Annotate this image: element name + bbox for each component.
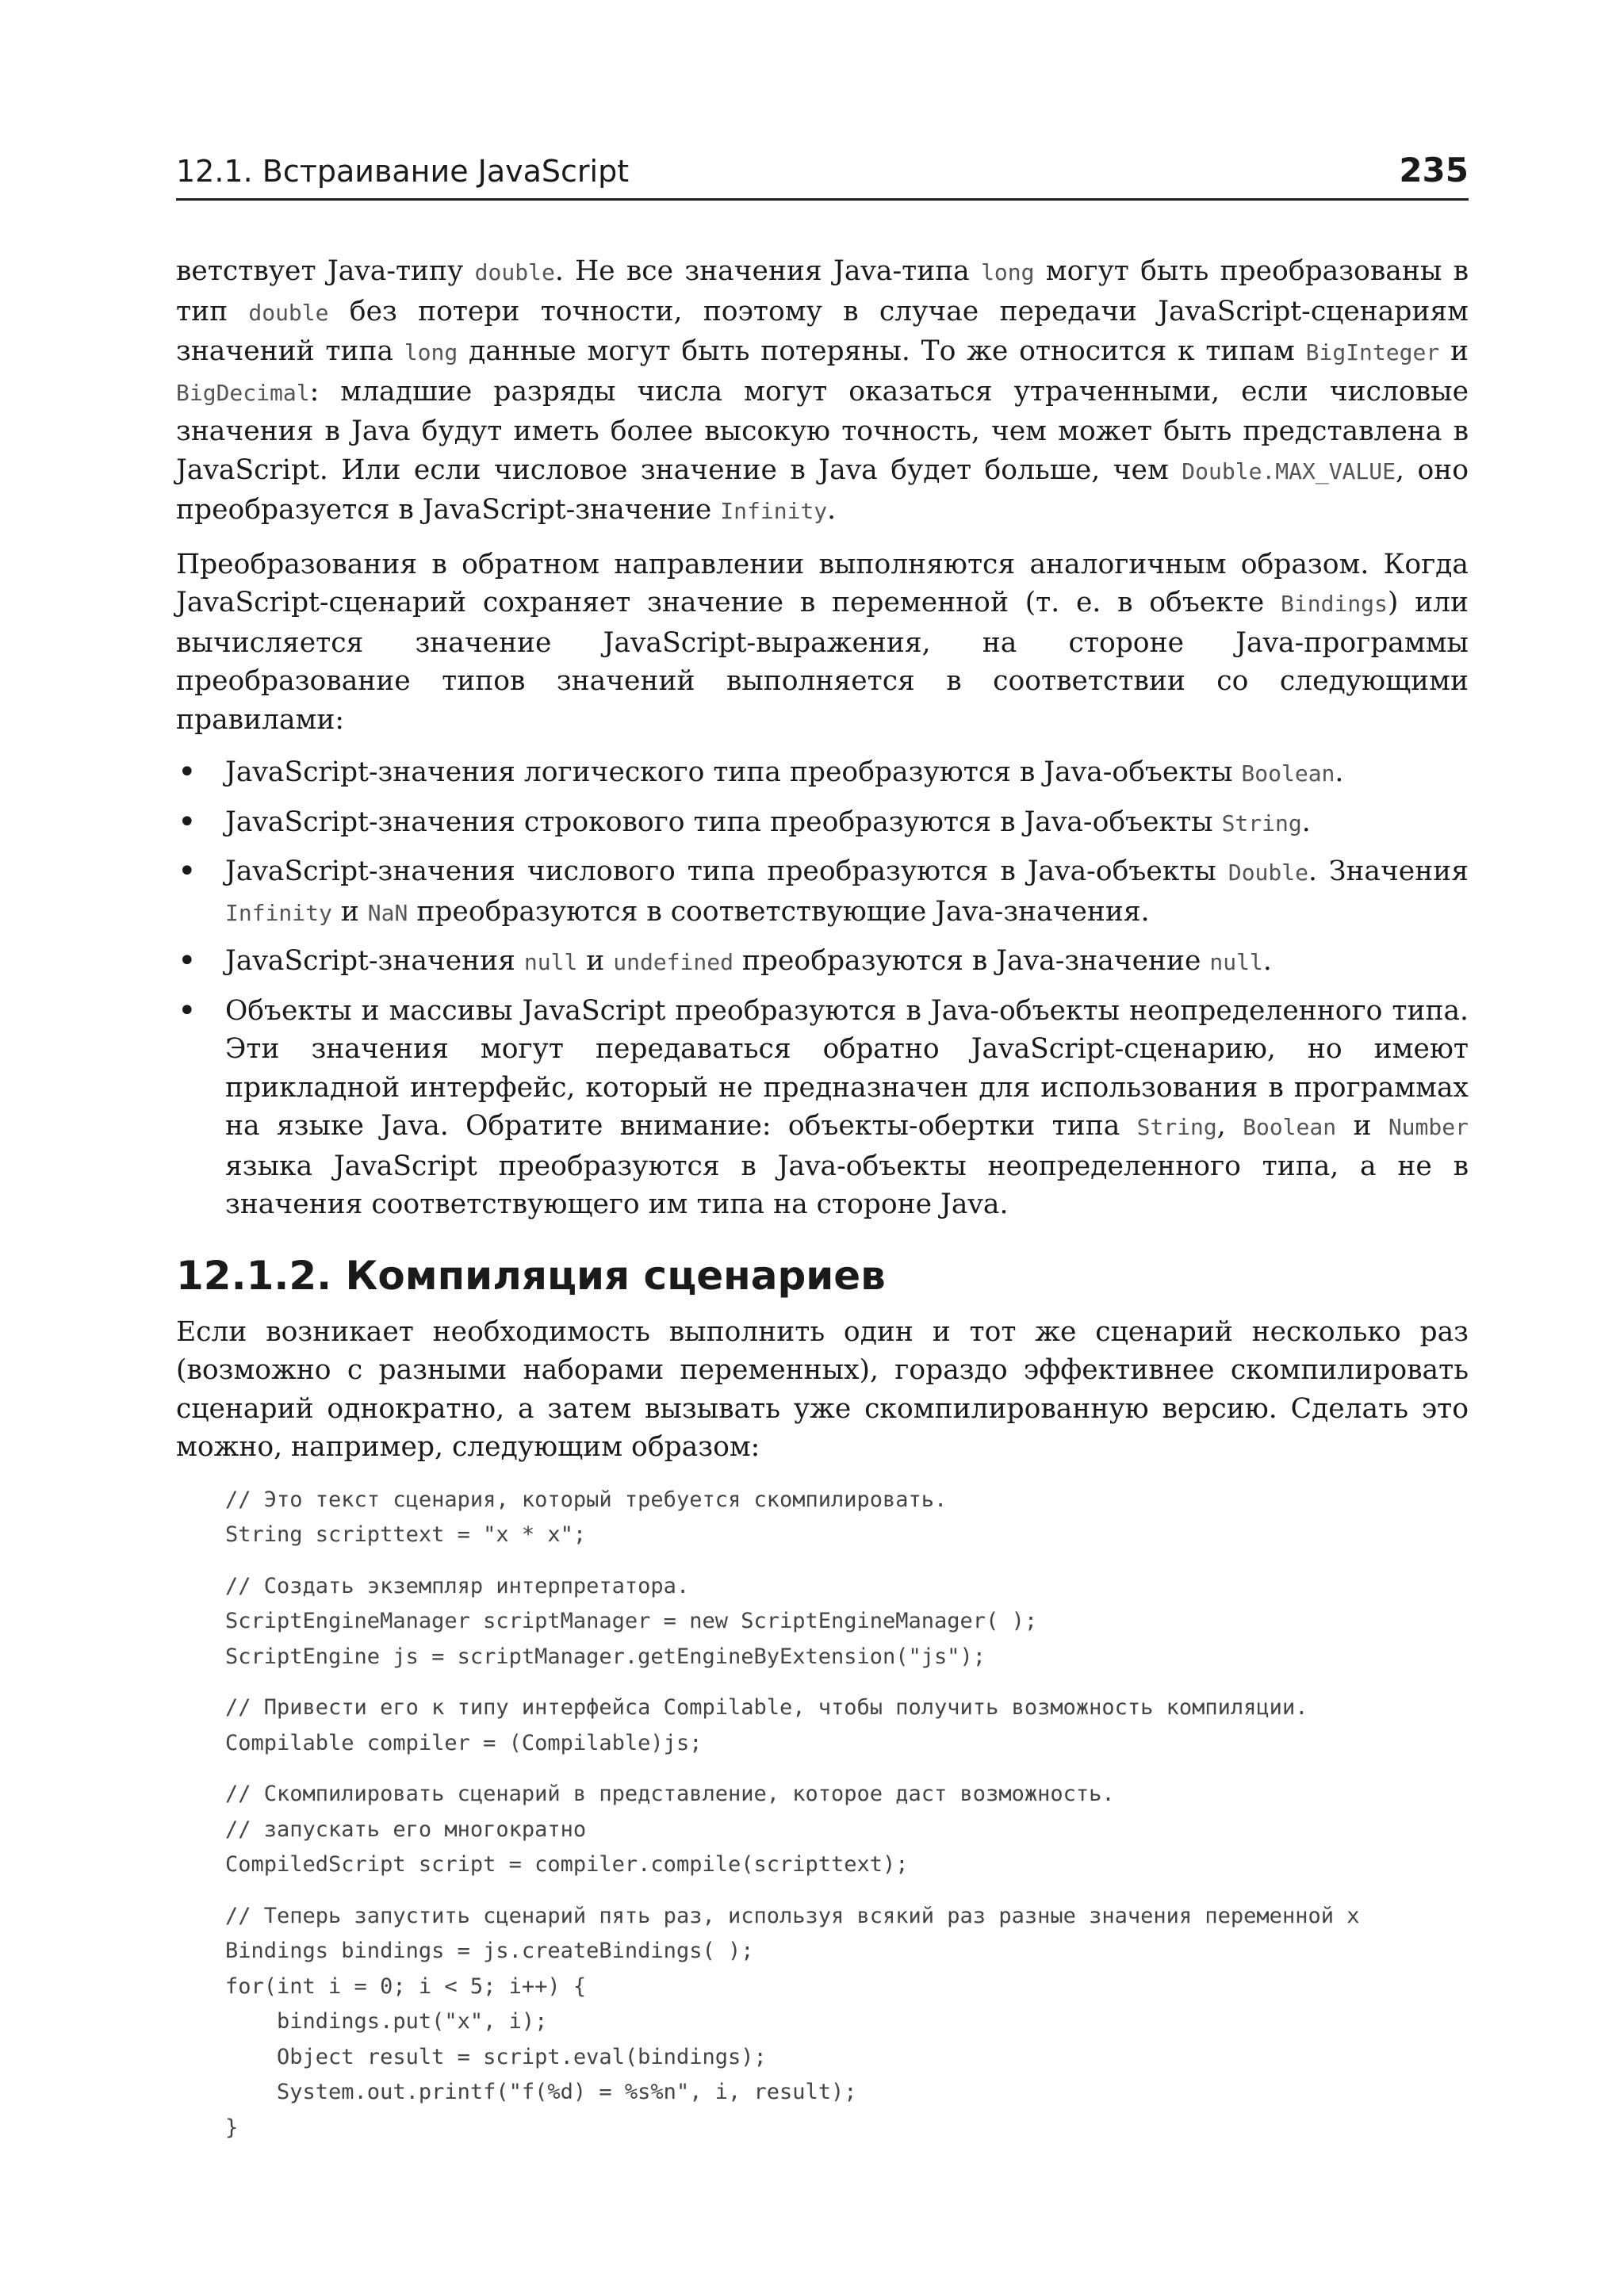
text-run: ветствует Java-типу	[176, 255, 475, 287]
code-term: Infinity	[720, 498, 828, 524]
code-term: String	[1136, 1114, 1217, 1140]
code-term: double	[248, 299, 329, 326]
text-run: и	[577, 945, 614, 977]
text-run: JavaScript-значения строкового типа преобразуются в Java-объекты	[225, 806, 1222, 838]
text-run: языка JavaScript преобразуются в Java-объекты неопределенного типа, а не в значения соответствующего им типа на стороне Java.	[225, 1150, 1469, 1220]
code-term: BigInteger	[1305, 339, 1440, 366]
list-item	[176, 753, 1469, 794]
code-term: Number	[1388, 1114, 1469, 1140]
paragraph-reverse-conversion	[176, 545, 1469, 740]
text-run: .	[1301, 806, 1311, 838]
code-term: Bindings	[1281, 591, 1388, 617]
conversion-rules-list	[176, 753, 1469, 1224]
code-term: null	[1209, 949, 1263, 975]
code-term: Infinity	[225, 899, 332, 926]
text-run: Преобразования в обратном направлении выполняются аналогичным образом. Когда JavaScript-сценарий сохраняет значение в переменной (т. е. в объекте	[176, 548, 1469, 618]
paragraph-compilation-intro: Если возникает необходимость выполнить один и тот же сценарий несколько раз (возможно с разными наборами переменных), гораздо эффективнее скомпилировать сценарий однократно, а затем вызывать уже скомпилированную версию. Сделать это можно, например, следующим образом:	[176, 1315, 1469, 1463]
text-run: .	[827, 494, 837, 526]
text-run: .	[1335, 756, 1344, 788]
page-number: 235	[1399, 151, 1469, 189]
code-block: // Привести его к типу интерфейса Compilable, чтобы получить возможность компиляции. Compilable compiler = (Compilable)js;	[225, 1695, 1308, 1755]
text-run: и	[1336, 1110, 1388, 1142]
text-run: JavaScript-значения числового типа преобразуются в Java-объекты	[225, 856, 1228, 887]
code-term: String	[1221, 810, 1302, 836]
code-term: undefined	[613, 949, 733, 975]
text-run: . Не все значения Java-типа	[554, 255, 982, 287]
code-term: long	[981, 259, 1035, 285]
code-block: // Это текст сценария, который требуется скомпилировать. String scripttext = "x * x";	[225, 1487, 948, 1547]
code-term: double	[474, 259, 555, 285]
code-term: NaN	[367, 899, 408, 926]
list-item	[176, 992, 1469, 1224]
code-term: null	[523, 949, 578, 975]
running-head-section: 12.1. Встраивание JavaScript	[176, 154, 630, 189]
text-run: : младшие разряды числа могут оказаться утраченными, если числовые значения в Java будут иметь более высокую точность, чем может быть представлена в JavaScript. Или если числовое значение в Java будет больше, чем	[176, 375, 1469, 486]
code-term: Boolean	[1241, 760, 1335, 787]
text-run: преобразуются в соответствующие Java-значения.	[408, 895, 1150, 928]
list-item	[176, 942, 1469, 982]
code-term: Double.MAX_VALUE	[1182, 457, 1396, 484]
text-run: данные могут быть потеряны. То же относится к типам	[458, 335, 1306, 367]
code-term: long	[404, 339, 458, 366]
list-item	[176, 852, 1469, 932]
code-block: // Скомпилировать сценарий в представление, которое даст возможность. // запускать его многократно CompiledScript script = compiler.compile(scripttext);	[225, 1782, 1115, 1877]
code-term: BigDecimal	[176, 379, 310, 406]
list-item	[176, 803, 1469, 844]
text-run: без потери точности, поэтому в случае передачи JavaScript-сценариям значений типа	[176, 295, 1469, 367]
text-run: ,	[1216, 1110, 1243, 1142]
code-term: Boolean	[1243, 1114, 1337, 1140]
running-head	[176, 147, 1469, 201]
code-block: // Создать экземпляр интерпретатора. ScriptEngineManager scriptManager = new ScriptEngineManager( ); ScriptEngine js = scriptManager.getEngineByExtension("js");	[225, 1573, 1038, 1669]
section-heading: 12.1.2. Компиляция сценариев	[176, 1252, 886, 1299]
text-run: . Значения	[1308, 856, 1469, 887]
text-run: JavaScript-значения логического типа преобразуются в Java-объекты	[225, 756, 1242, 788]
code-term: Double	[1228, 859, 1308, 886]
text-run: , оно преобразуется в JavaScript-значение	[176, 454, 1469, 526]
text-run: преобразуются в Java-значение	[733, 945, 1210, 977]
code-block: // Теперь запустить сценарий пять раз, используя всякий раз разные значения переменной x Bindings bindings = js.createBindings( ); for(int i = 0; i < 5; i++) { bindings.put("x", i); Object result = script.eval(bindings); System.out.printf("f(%d) = %s%n", i, result); }	[225, 1903, 1360, 2140]
text-run: JavaScript-значения	[225, 945, 524, 977]
body-text	[176, 252, 1469, 2146]
text-run: ) или вычисляется значение JavaScript-выражения, на стороне Java-программы преобразование типов значений выполняется в соответствии со следующими правилами:	[176, 587, 1469, 736]
paragraph-type-precision	[176, 252, 1469, 531]
text-run: .	[1262, 945, 1272, 977]
text-run: Объекты и массивы JavaScript преобразуются в Java-объекты неопределенного типа. Эти значения могут передаваться обратно JavaScript-сценарию, но имеют прикладной интерфейс, который не предназначен для использования в программах на языке Java. Обратите внимание: объекты-обертки типа	[225, 994, 1469, 1142]
text-run: и	[331, 895, 368, 928]
text-run: и	[1439, 335, 1469, 367]
text-run: могут быть преобразованы в тип	[176, 255, 1469, 327]
